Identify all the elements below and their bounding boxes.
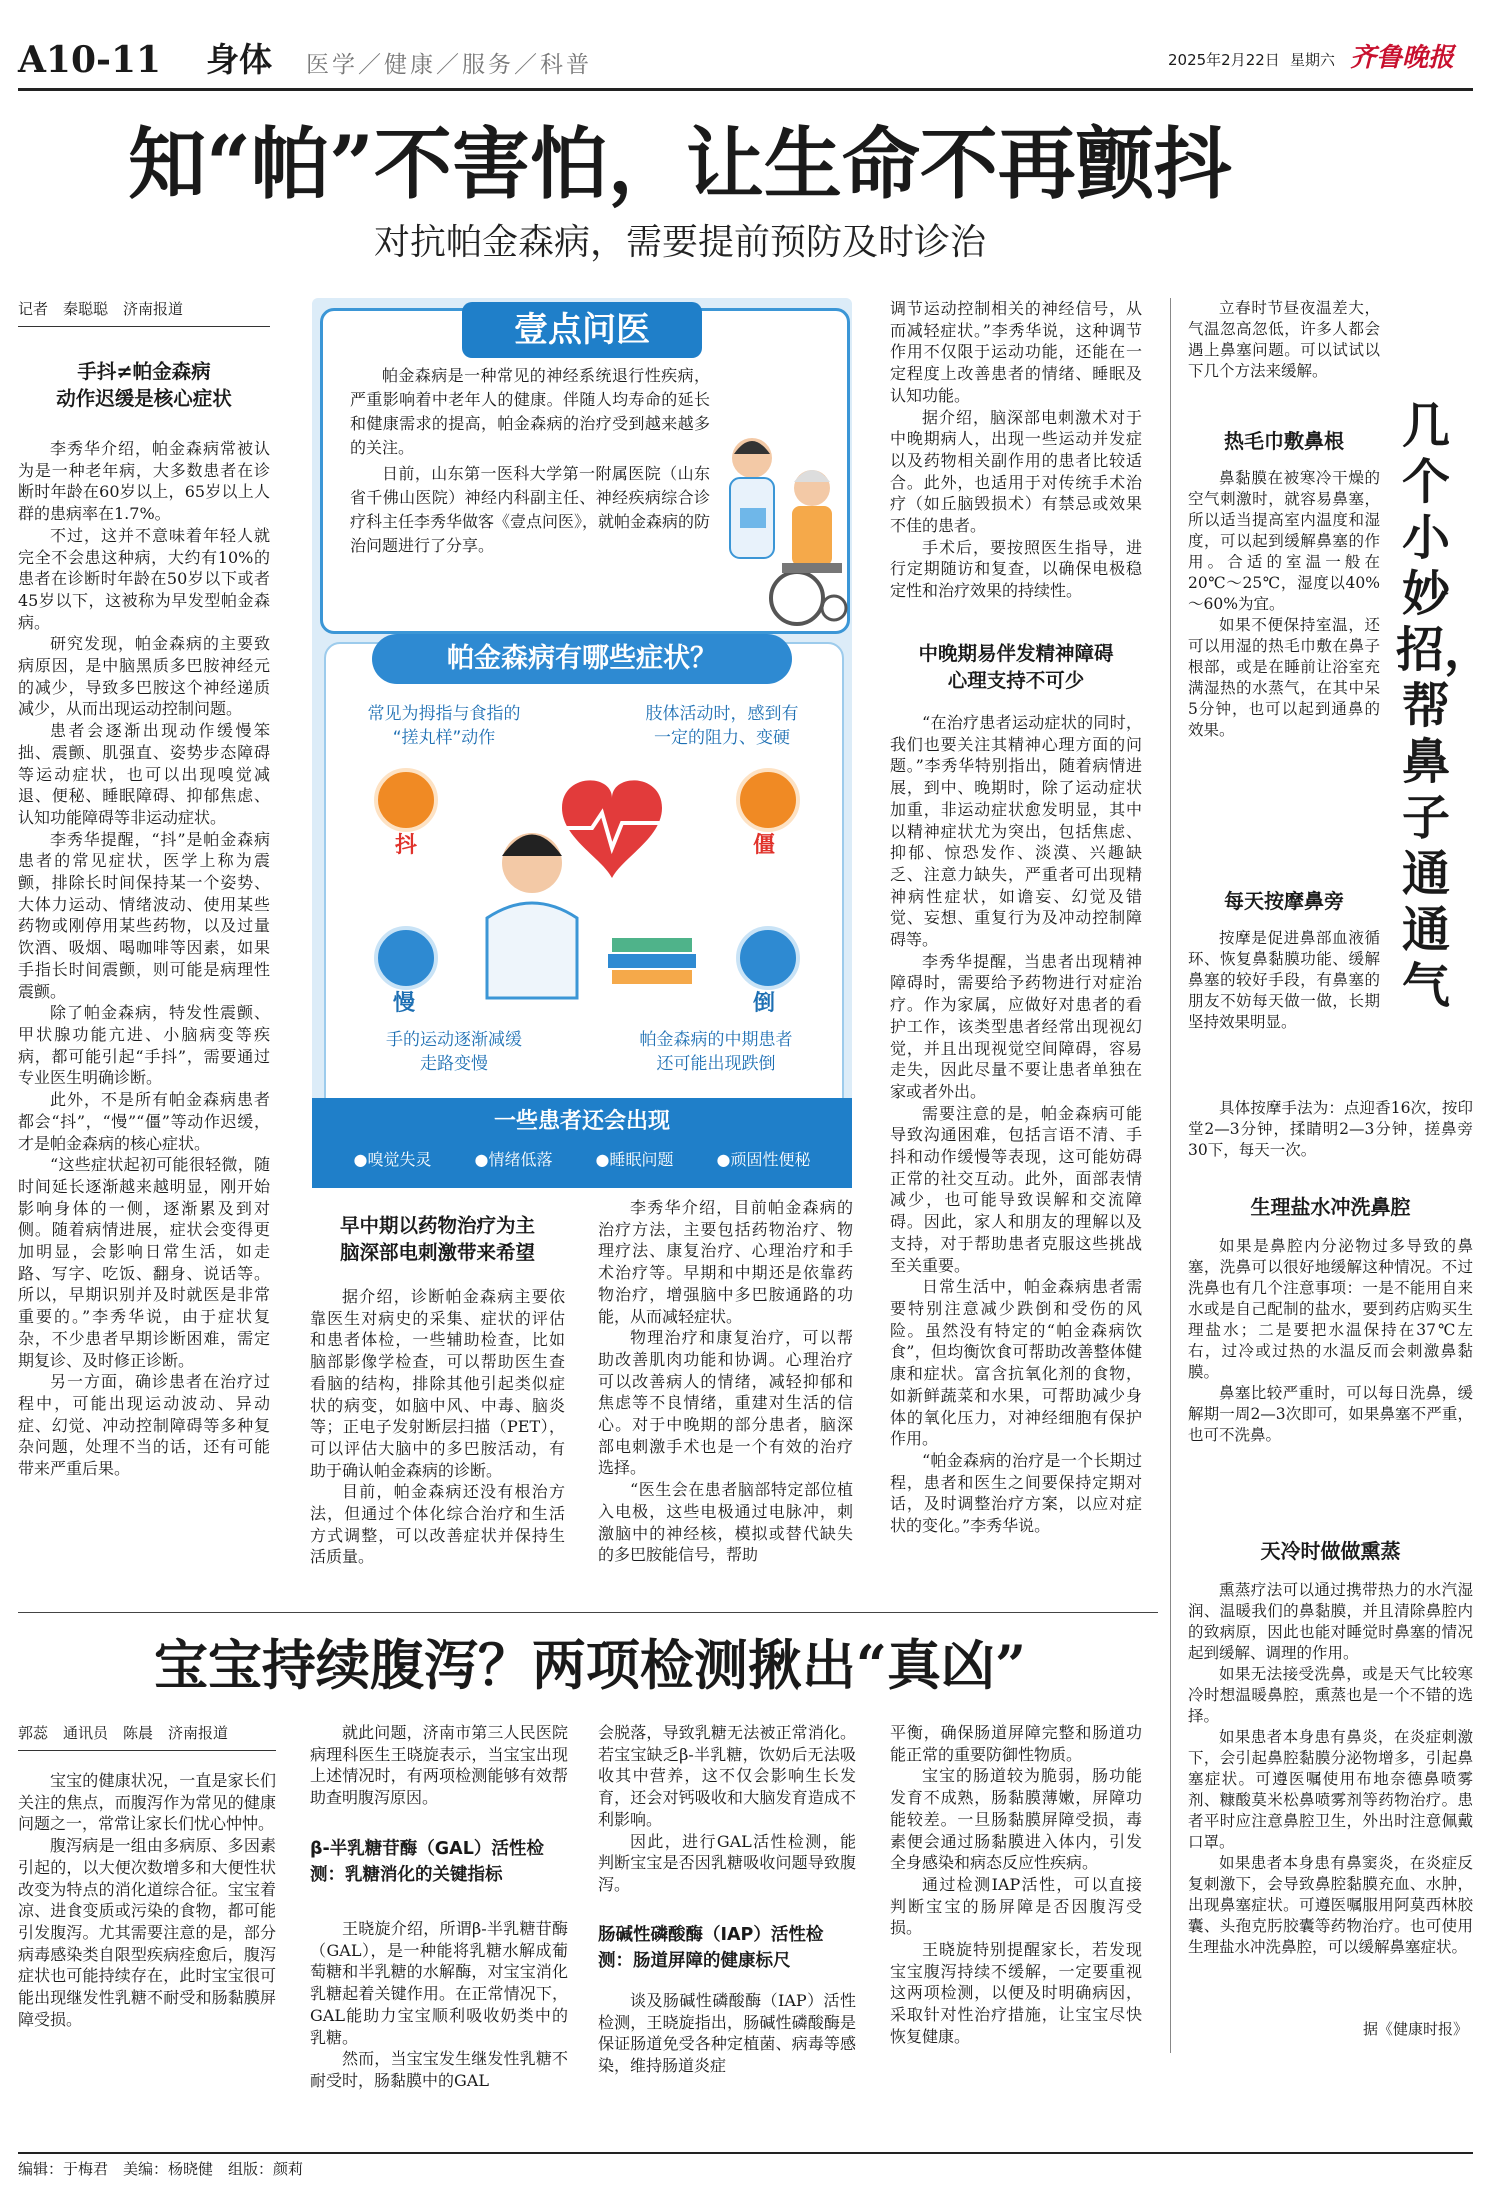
- paragraph: 王晓旋特别提醒家长，若发现宝宝腹泻持续不缓解，一定要重视这两项检测，以便及时明确病因，采取针对性治疗措施，让宝宝尽快恢复健康。: [890, 1940, 1142, 2046]
- paragraph: 鼻黏膜在被寒冷干燥的空气刺激时，就容易鼻塞，所以适当提高室内温度和湿度，可以起到缓解鼻塞的作用。合适的室温一般在20℃～25℃，湿度以40%～60%为宜。: [1188, 469, 1380, 613]
- section-heading-line: 心理支持不可少: [947, 669, 1085, 692]
- infographic-intro-text: [350, 364, 710, 558]
- paragraph: 需要注意的是，帕金森病可能导致沟通困难，包括言语不清、手抖和动作缓慢等表现，这可能妨碍正常的社交互动。此外，面部表情减少，也可能导致误解和交流障碍。因此，家人和朋友的理解以及支持，对于帮助患者克服这些挑战至关重要。: [890, 1103, 1142, 1275]
- symptom-slowness-text: [334, 1028, 574, 1076]
- article-column: [310, 1286, 565, 1596]
- sidebar-article: [1188, 298, 1492, 2053]
- paragraph: 据介绍，脑深部电刺激术对于中晚期病人，出现一些运动并发症以及药物相关副作用的患者比较适合。此外，也适用于对传统手术治疗（如丘脑毁损术）有禁忌或效果不佳的患者。: [890, 407, 1142, 536]
- sidebar-text: [1188, 468, 1380, 1168]
- paragraph: 按摩是促进鼻部血液循环、恢复鼻黏膜功能、缓解鼻塞的较好手段，有鼻塞的朋友不妨每天做一做，长期坚持效果明显。: [1188, 929, 1380, 1031]
- falling-icon: [736, 926, 800, 990]
- symptom-line: 还可能出现跌倒: [656, 1054, 776, 1074]
- paragraph: 如果是鼻腔内分泌物过多导致的鼻塞，洗鼻可以很好地缓解这种情况。不过洗鼻也有几个注意事项：一是不能用自来水或是自己配制的盐水，要到药店购买生理盐水；二是要把水温保持在37℃左右，过冷或过热的水温反而会刺激鼻黏膜。: [1188, 1237, 1473, 1381]
- newspaper-logo: 齐鲁晚报: [1350, 43, 1455, 73]
- paragraph: 如果患者本身患有鼻窦炎，在炎症反复刺激下，会导致鼻腔黏膜充血、水肿，出现鼻塞症状。可遵医嘱服用阿莫西林胶囊、头孢克肟胶囊等药物治疗。也可使用生理盐水冲洗鼻腔，可以缓解鼻塞症状。: [1188, 1854, 1473, 1956]
- paragraph: 宝宝的健康状况，一直是家长们关注的焦点，而腹泻作为常见的健康问题之一，常常让家长们忧心忡忡。: [18, 1771, 276, 1834]
- additional-symptoms-title: 一些患者还会出现: [493, 1109, 670, 1134]
- section-heading-line: 中晚期易伴发精神障碍: [918, 642, 1114, 665]
- article-column: [310, 1918, 568, 2090]
- sidebar-source: 据《健康时报》: [1362, 2020, 1468, 2038]
- symptom-title: 帕金森病有哪些症状？: [372, 634, 792, 684]
- additional-symptom: ●睡眠问题: [595, 1150, 674, 1169]
- symptom-falling-text: [596, 1028, 836, 1076]
- additional-symptom: ●嗅觉失灵: [353, 1150, 432, 1169]
- paragraph: “帕金森病的治疗是一个长期过程，患者和医生之间要保持定期对话，及时调整治疗方案，以应对症状的变化。”李秀华说。: [890, 1450, 1142, 1536]
- paragraph: “医生会在患者脑部特定部位植入电极，这些电极通过电脉冲，刺激脑中的神经核，模拟或替代缺失的多巴胺能信号，帮助: [598, 1480, 853, 1565]
- infographic-paragraph: 日前，山东第一医科大学第一附属医院（山东省千佛山医院）神经内科副主任、神经疾病综合诊疗科主任李秀华做客《壹点问医》，就帕金森病的防治问题进行了分享。: [350, 464, 711, 555]
- section-heading: [18, 358, 270, 412]
- section-heading: β-半乳糖苷酶（GAL）活性检测：乳糖消化的关键指标: [310, 1839, 544, 1885]
- additional-symptoms-bar: [312, 1098, 852, 1188]
- paragraph: 腹泻病是一组由多病原、多因素引起的，以大便次数增多和大便性状改变为特点的消化道综合征。宝宝着凉、进食变质或污染的食物，都可能引发腹泻。尤其需要注意的是，部分病毒感染类自限型疾病痊愈后，腹泻症状也可能持续存在，此时宝宝很可能出现继发性乳糖不耐受和肠黏膜屏障受损。: [18, 1836, 276, 2029]
- paragraph: 目前，帕金森病还没有根治方法，但通过个体化综合治疗和生活方式调整，可以改善症状并保持生活质量。: [310, 1482, 565, 1567]
- symptom-rigidity-text: [612, 702, 832, 750]
- paragraph: 王晓旋介绍，所谓β-半乳糖苷酶（GAL），是一种能将乳糖水解成葡萄糖和半乳糖的水解酶，对宝宝消化乳糖起着关键作用。在正常情况下，GAL能助力宝宝顺利吸收奶类中的乳糖。: [310, 1919, 568, 2047]
- additional-symptom: ●顽固性便秘: [716, 1150, 811, 1169]
- paragraph: 熏蒸疗法可以通过携带热力的水汽湿润、温暖我们的鼻黏膜，并且清除鼻腔内的致病原，因此也能对睡觉时鼻塞的情况起到缓解、调理的作用。: [1188, 1581, 1473, 1662]
- paragraph: 李秀华提醒，“抖”是帕金森病患者的常见症状，医学上称为震颤，排除长时间保持某一个姿势、大体力运动、情绪波动、使用某些药物或刚停用某些药物，以及过量饮酒、吸烟、喝咖啡等因素，如果手指长时间震颤，则可能是病理性震颤。: [18, 829, 270, 1001]
- paragraph: “这些症状起初可能很轻微，随时间延长逐渐越来越明显，刚开始影响身体的一侧，逐渐累及到对侧。随着病情进展，症状会变得更加明显，会影响日常生活，如走路、写字、吃饭、翻身、说话等。所以，早期识别并及时就医是非常重要的。”李秀华说，由于症状复杂，不少患者早期诊断困难，需定期复诊、及时修正诊断。: [18, 1155, 270, 1370]
- doctor-patient-illustration: [712, 418, 852, 638]
- footer-rule: [18, 2152, 1473, 2154]
- paragraph: 患者会逐渐出现动作缓慢笨拙、震颤、肌强直、姿势步态障碍等运动症状，也可以出现嗅觉减退、便秘、睡眠障碍、抑郁焦虑、认知功能障碍等非运动症状。: [18, 721, 270, 827]
- article-column: [598, 1722, 856, 1932]
- infographic-badge: 壹点问医: [462, 302, 702, 358]
- byline: 郭蕊 通讯员 陈晨 济南报道: [18, 1722, 276, 1751]
- paragraph: 除了帕金森病，特发性震颤、甲状腺功能亢进、小脑病变等疾病，都可能引起“手抖”，需要通过专业医生明确诊断。: [18, 1003, 270, 1088]
- section-heading-line: 手抖≠帕金森病: [77, 360, 211, 383]
- paragraph: 通过检测IAP活性，可以直接判断宝宝的肠屏障是否因腹泻受损。: [890, 1874, 1142, 1938]
- paragraph: 不过，这并不意味着年轻人就完全不会患这种病，大约有10%的患者在诊断时年龄在50岁以下或者45岁以下，这被称为早发型帕金森病。: [18, 525, 270, 632]
- article-column: [598, 1197, 853, 1597]
- paragraph: 此外，不是所有帕金森病患者都会“抖”，“慢”“僵”等动作迟缓，才是帕金森病的核心症状。: [18, 1090, 270, 1153]
- article-column: [890, 1722, 1142, 2052]
- paragraph: “在治疗患者运动症状的同时，我们也要关注其精神心理方面的问题。”李秀华特别指出，随着病情进展，到中、晚期时，除了运动症状加重，非运动症状愈发明显，其中以精神症状尤为突出，包括焦虑、抑郁、惊恐发作、淡漠、兴趣缺乏、注意力缺失，严重者可出现精神病性症状，如谵妄、幻觉及错觉、妄想、重复行为及冲动控制障碍等。: [890, 713, 1142, 950]
- additional-symptoms-list: [332, 1148, 832, 1172]
- article-column: [18, 1770, 276, 2052]
- issue-weekday: 星期六: [1290, 51, 1336, 69]
- section-heading-line: 动作迟缓是核心症状: [56, 387, 232, 410]
- paragraph: 李秀华介绍，目前帕金森病的治疗方法，主要包括药物治疗、物理疗法、康复治疗、心理治疗和手术治疗等。早期和中期还是依靠药物治疗，增强脑中多巴胺通路的功能，从而减轻症状。: [598, 1198, 853, 1326]
- paragraph: 李秀华介绍，帕金森病常被认为是一种老年病，大多数患者在诊断时年龄在60岁以上，65岁以上人群的患病率在1.7%。: [18, 439, 270, 524]
- sidebar-subheading: 生理盐水冲洗鼻腔: [1250, 1195, 1411, 1219]
- symptom-tremor-text: [334, 702, 554, 750]
- paragraph: 宝宝的肠道较为脆弱，肠功能发育不成熟，肠黏膜薄嫩，屏障功能较差。一旦肠黏膜屏障受损，毒素便会通过肠黏膜进入体内，引发全身感染和病态反应性疾病。: [890, 1766, 1142, 1873]
- paragraph: 如果无法接受洗鼻，或是天气比较寒冷时想温暖鼻腔，熏蒸也是一个不错的选择。: [1188, 1665, 1473, 1725]
- rigidity-label: 僵: [752, 833, 775, 858]
- paragraph: 另一方面，确诊患者在治疗过程中，可能出现运动波动、异动症、幻觉、冲动控制障碍等多种复杂问题，处理不当的话，还有可能带来严重后果。: [18, 1372, 270, 1479]
- paragraph: 日常生活中，帕金森病患者需要特别注意减少跌倒和受伤的风险。虽然没有特定的“帕金森病饮食”，但均衡饮食可帮助改善整体健康和症状。富含抗氧化剂的食物，如新鲜蔬菜和水果，可帮助减少身体的氧化压力，对神经细胞有保护作用。: [890, 1277, 1142, 1449]
- symptom-line: “搓丸样”动作: [392, 728, 496, 748]
- paragraph: 会脱落，导致乳糖无法被正常消化。若宝宝缺乏β-半乳糖，饮奶后无法吸收其中营养，这不仅会影响生长发育，还会对钙吸收和大脑发育造成不利影响。: [598, 1723, 856, 1829]
- page-number: A10-11: [18, 39, 162, 81]
- sidebar-title: 几个小妙招，帮鼻子通通气: [1396, 398, 1492, 1014]
- paragraph: 然而，当宝宝发生继发性乳糖不耐受时，肠黏膜中的GAL: [310, 2049, 568, 2090]
- section-name: 身体: [206, 40, 272, 79]
- masthead: [0, 0, 1488, 92]
- sidebar-text: [1188, 1098, 1473, 1168]
- symptom-line: 走路变慢: [420, 1054, 488, 1074]
- byline: 记者 秦聪聪 济南报道: [18, 298, 270, 327]
- article-title: 知“帕”不害怕，让生命不再颤抖: [128, 119, 1232, 210]
- article-subtitle: 对抗帕金森病，需要提前预防及时诊治: [373, 222, 986, 263]
- sidebar-text: [1188, 928, 1380, 1038]
- issue-date: 2025年2月22日: [1168, 51, 1280, 69]
- section-tags: 医学／健康／服务／科普: [306, 52, 592, 78]
- symptom-line: 手的运动逐渐减缓: [386, 1030, 522, 1050]
- section-heading: [310, 1212, 565, 1266]
- paragraph: 平衡，确保肠道屏障完整和肠道功能正常的重要防御性物质。: [890, 1723, 1142, 1764]
- paragraph: 具体按摩手法为：点迎香16次，按印堂2—3分钟，揉睛明2—3分钟，搓鼻旁30下，每天一次。: [1188, 1099, 1473, 1159]
- tremor-label: 抖: [394, 833, 417, 858]
- section-heading-line: 早中期以药物治疗为主: [339, 1214, 535, 1237]
- paragraph: 研究发现，帕金森病的主要致病原因，是中脑黑质多巴胺神经元的减少，导致多巴胺这个神经递质减少，从而出现运动控制问题。: [18, 634, 270, 719]
- paragraph: 李秀华提醒，当患者出现精神障碍时，需要给予药物进行对症治疗。作为家属，应做好对患者的看护工作，该类型患者经常出现视幻觉，并且出现视觉空间障碍，容易走失，因此尽量不要让患者单独在家或者外出。: [890, 951, 1142, 1101]
- column-rule: [1170, 298, 1171, 2053]
- paragraph: 如果不便保持室温，还可以用湿的热毛巾敷在鼻子根部，或是在睡前让浴室充满湿热的水蒸气，在其中呆5分钟，也可以起到通鼻的效果。: [1188, 616, 1380, 739]
- slowness-icon: [374, 926, 438, 990]
- sidebar-subheading: 天冷时做做熏蒸: [1260, 1539, 1401, 1563]
- footer-credits: 编辑：于梅君 美编：杨晓健 组版：颜莉: [18, 2160, 304, 2178]
- symptom-line: 一定的阻力、变硬: [654, 728, 790, 748]
- article-column: [890, 712, 1142, 1597]
- paragraph: 立春时节昼夜温差大，气温忽高忽低，许多人都会遇上鼻塞问题。可以试试以下几个方法来缓解。: [1188, 299, 1380, 380]
- falling-label: 倒: [752, 991, 775, 1016]
- section-heading-line: 脑深部电刺激带来希望: [339, 1241, 535, 1264]
- paragraph: 鼻塞比较严重时，可以每日洗鼻，缓解期一周2—3次即可，如果鼻塞不严重，也可不洗鼻。: [1188, 1384, 1473, 1444]
- paragraph: 据介绍，诊断帕金森病主要依靠医生对病史的采集、症状的评估和患者体检，一些辅助检查，比如脑部影像学检查，可以帮助医生查看脑的结构，排除其他引起类似症状的病变，如脑中风、中毒、脑炎等；正电子发射断层扫描（PET），可以评估大脑中的多巴胺活动，有助于确认帕金森病的诊断。: [310, 1287, 565, 1480]
- article-column: [18, 438, 270, 1596]
- article-column: [890, 298, 1142, 638]
- paragraph: 物理治疗和康复治疗，可以帮助改善肌肉功能和协调。心理治疗可以改善病人的情绪，减轻抑郁和焦虑等不良情绪，重建对生活的信心。对于中晚期的部分患者，脑深部电刺激手术也是一个有效的治疗选择。: [598, 1328, 853, 1478]
- sidebar-text: [1188, 1236, 1473, 1536]
- sidebar-text: [1188, 1580, 1473, 2010]
- sidebar-subheading: 热毛巾敷鼻根: [1224, 429, 1344, 453]
- section-heading: 肠碱性磷酸酶（IAP）活性检测：肠道屏障的健康标尺: [598, 1925, 824, 1971]
- article-column: [310, 1722, 568, 1832]
- paragraph: 调节运动控制相关的神经信号，从而减轻症状。”李秀华说，这种调节作用不仅限于运动功能，还能在一定程度上改善患者的情绪、睡眠及认知功能。: [890, 299, 1142, 405]
- rigidity-icon: [736, 768, 800, 832]
- infographic-paragraph: 帕金森病是一种常见的神经系统退行性疾病，严重影响着中老年人的健康。伴随人均寿命的延长和健康需求的提高，帕金森病的治疗受到越来越多的关注。: [350, 366, 710, 457]
- additional-symptom: ●情绪低落: [474, 1150, 553, 1169]
- tremor-icon: [374, 768, 438, 832]
- symptom-line: 常见为拇指与食指的: [367, 704, 521, 724]
- paragraph: 就此问题，济南市第三人民医院病理科医生王晓旋表示，当宝宝出现上述情况时，有两项检测能够有效帮助查明腹泻原因。: [310, 1723, 568, 1808]
- masthead-rule: [18, 88, 1473, 91]
- paragraph: 手术后，要按照医生指导，进行定期随访和复查，以确保电极稳定性和治疗效果的持续性。: [890, 537, 1142, 601]
- symptom-line: 帕金森病的中期患者: [639, 1030, 793, 1050]
- sidebar-intro: [1188, 298, 1380, 408]
- paragraph: 因此，进行GAL活性检测，能判断宝宝是否因乳糖吸收问题导致腹泻。: [598, 1831, 856, 1894]
- symptom-line: 肢体活动时，感到有: [645, 704, 799, 724]
- sidebar-subheading: 每天按摩鼻旁: [1224, 889, 1344, 913]
- doctor-heart-illustration: [462, 768, 702, 998]
- infographic: [312, 298, 852, 1188]
- article-separator: [18, 1612, 1158, 1613]
- paragraph: 如果患者本身患有鼻炎，在炎症刺激下，会引起鼻腔黏膜分泌物增多，引起鼻塞症状。可遵医嘱使用布地奈德鼻喷雾剂、糠酸莫米松鼻喷雾剂等药物治疗。患者平时应注意鼻腔卫生，外出时注意佩戴口罩。: [1188, 1728, 1473, 1851]
- article-column: [598, 1990, 856, 2076]
- paragraph: 谈及肠碱性磷酸酶（IAP）活性检测，王晓旋指出，肠碱性磷酸酶是保证肠道免受各种定植菌、病毒等感染，维持肠道炎症: [598, 1991, 856, 2076]
- article-title: 宝宝持续腹泻？两项检测揪出“真凶”: [153, 1633, 1027, 1697]
- section-heading: [890, 640, 1142, 694]
- slowness-label: 慢: [392, 991, 415, 1016]
